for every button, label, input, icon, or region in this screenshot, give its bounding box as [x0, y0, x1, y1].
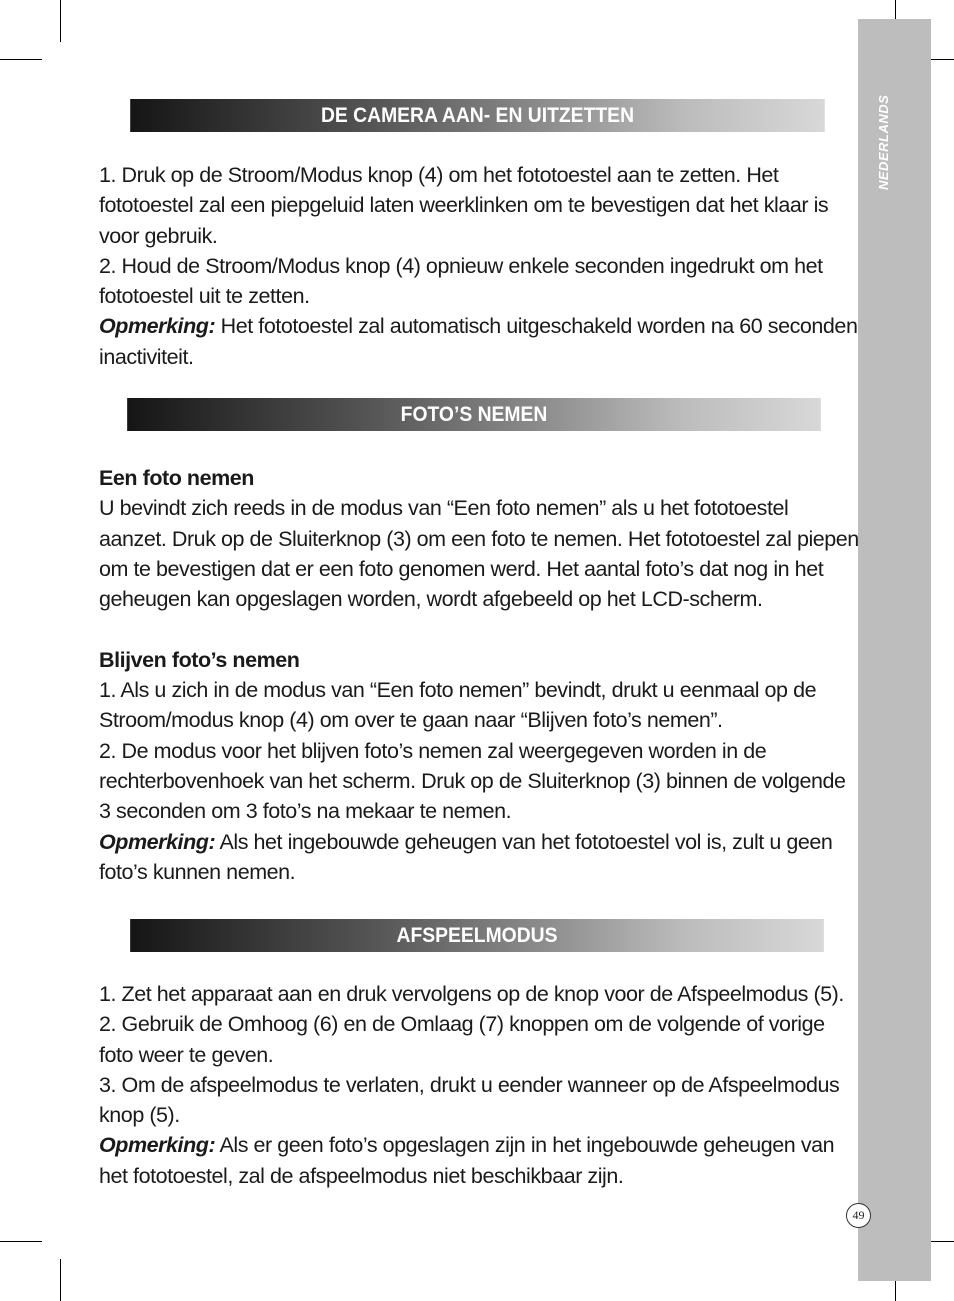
spacer	[99, 614, 859, 644]
language-side-tab	[858, 19, 931, 1281]
note-text: Het fototoestel zal automatisch uitgeschakeld worden na 60 seconden inactiviteit.	[99, 314, 858, 369]
note	[99, 1130, 859, 1191]
note-text: Als het ingebouwde geheugen van het fototoestel vol is, zult u geen foto’s kunnen nemen.	[99, 829, 833, 884]
section-body-taking-photos	[99, 463, 859, 887]
paragraph: 3. Om de afspeelmodus te verlaten, drukt u eender wanneer op de Afspeelmodus knop (5).	[99, 1072, 840, 1128]
paragraph: 1. Zet het apparaat aan en druk vervolgens op de knop voor de Afspeelmodus (5).	[99, 982, 844, 1006]
note	[99, 827, 859, 888]
section-header-camera-power	[130, 99, 825, 132]
paragraph: 2. Houd de Stroom/Modus knop (4) opnieuw enkele seconden ingedrukt om het fototoestel uit te zetten.	[99, 253, 823, 309]
crop-mark	[0, 59, 42, 60]
crop-mark	[60, 0, 61, 42]
note	[99, 311, 859, 372]
subheading: Blijven foto’s nemen	[99, 647, 300, 672]
page-number: 49	[846, 1203, 871, 1228]
note-label: Opmerking:	[99, 314, 216, 339]
section-title: FOTO’S NEMEN	[400, 403, 548, 426]
section-header-taking-photos	[127, 398, 821, 431]
note-text: Als er geen foto’s opgeslagen zijn in het ingebouwde geheugen van het fototoestel, zal de afspeelmodus niet beschikbaar zijn.	[99, 1133, 835, 1188]
paragraph: U bevindt zich reeds in de modus van “Een foto nemen” als u het fototoestel aanzet. Druk op de Sluiterknop (3) om een foto te nemen. Het fototoestel zal piepen om te bevestigen dat er een foto genomen werd. Het aantal foto’s dat nog in het geheugen kan opgeslagen worden, wordt afgebeeld op het LCD-scherm.	[99, 496, 859, 612]
crop-mark	[60, 1259, 61, 1301]
note-label: Opmerking:	[99, 829, 216, 854]
crop-mark	[0, 1241, 42, 1242]
section-header-playback-mode	[130, 919, 824, 952]
paragraph: 1. Als u zich in de modus van “Een foto nemen” bevindt, drukt u eenmaal op de Stroom/modus knop (4) om over te gaan naar “Blijven foto’s nemen”.	[99, 678, 817, 733]
paragraph: 1. Druk op de Stroom/Modus knop (4) om het fototoestel aan te zetten. Het fototoestel zal een piepgeluid laten weerklinken om te bevestigen dat het klaar is voor gebruik.	[99, 163, 829, 248]
section-title: AFSPEELMODUS	[396, 924, 558, 947]
section-body-playback-mode	[99, 979, 859, 1191]
note-label: Opmerking:	[99, 1133, 216, 1158]
paragraph: 2. Gebruik de Omhoog (6) en de Omlaag (7) knoppen om de volgende of vorige foto weer te geven.	[99, 1012, 825, 1067]
subheading: Een foto nemen	[99, 466, 254, 490]
section-body-camera-power	[99, 160, 859, 372]
paragraph: 2. De modus voor het blijven foto’s nemen zal weergegeven worden in de rechterbovenhoek van het scherm. Druk op de Sluiterknop (3) binnen de volgende 3 seconden om 3 foto’s na mekaar te nemen.	[99, 738, 846, 824]
section-title: DE CAMERA AAN- EN UITZETTEN	[320, 104, 635, 127]
language-label: NEDERLANDS	[876, 94, 891, 190]
